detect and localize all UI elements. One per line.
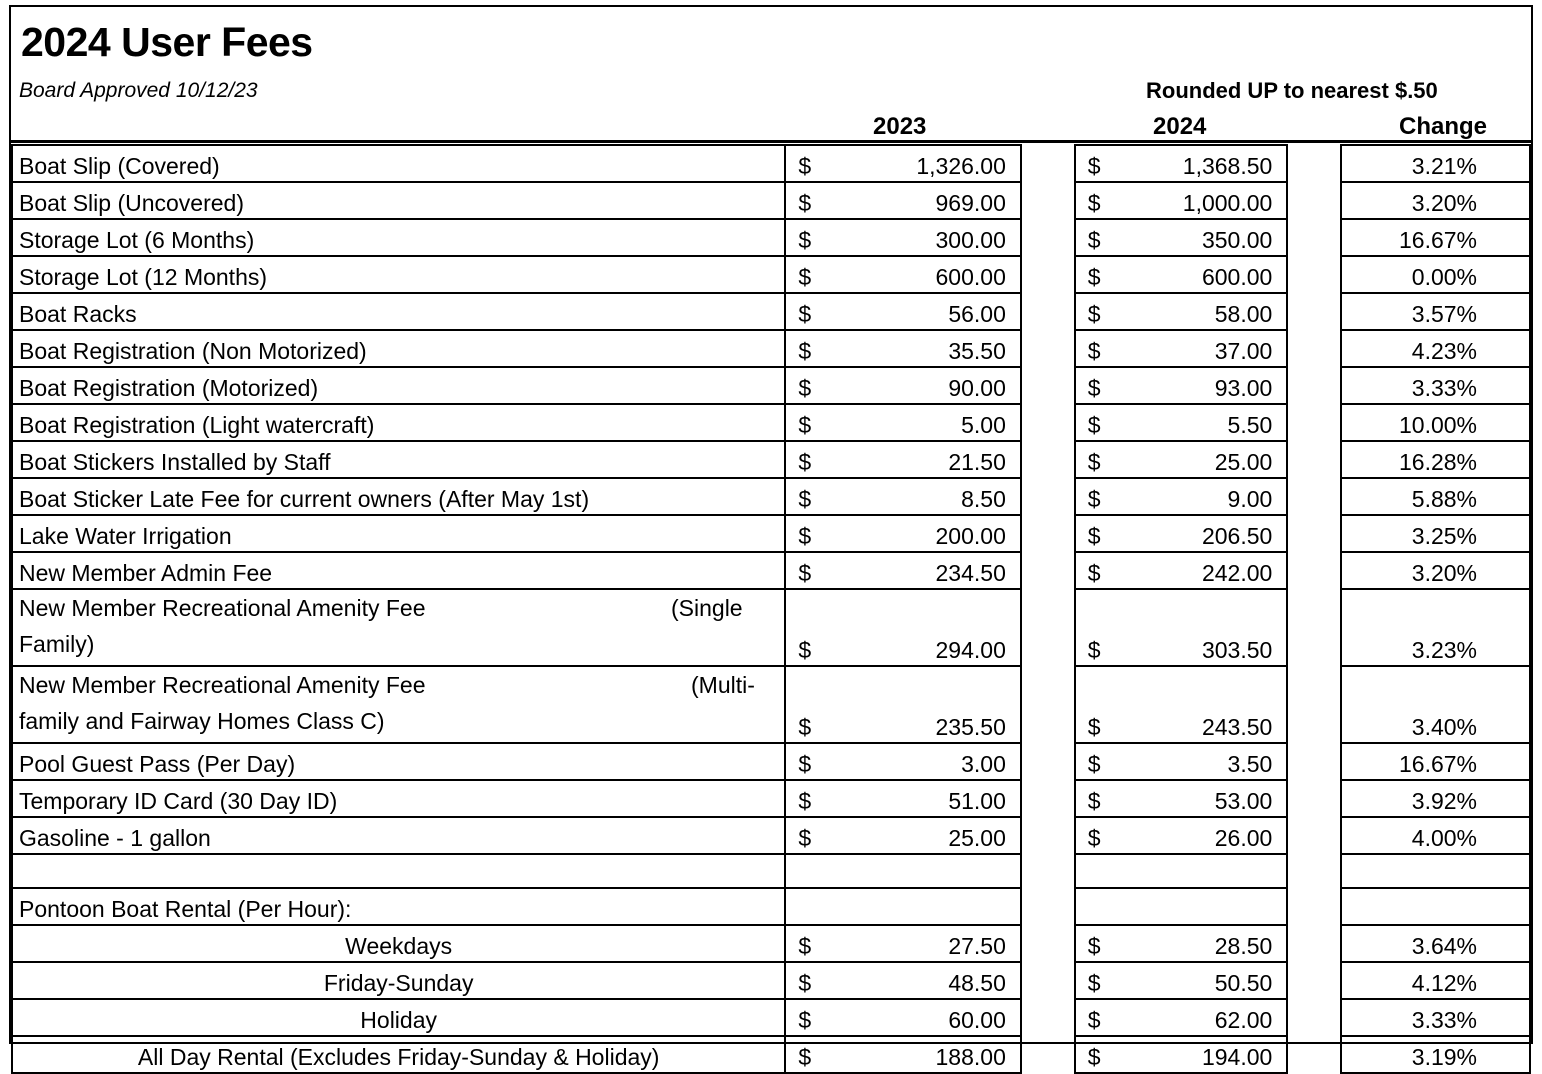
header-divider (11, 140, 1531, 143)
table-row (12, 552, 1530, 589)
column-header-change: Change (1399, 113, 1488, 140)
table-row (12, 256, 1530, 293)
column-gap (1287, 589, 1341, 666)
currency-symbol: $ (798, 227, 812, 253)
fee-label: Storage Lot (12 Months) (12, 256, 785, 293)
amount-value: 1,000.00 (1182, 190, 1273, 216)
fee-table (11, 144, 1531, 1074)
amount-value: 37.00 (1214, 338, 1273, 364)
amount-2024-cell (1075, 293, 1288, 330)
amount-value: 21.50 (948, 449, 1006, 475)
amount-value: 25.00 (1214, 449, 1273, 475)
column-gap (1021, 962, 1075, 999)
amount-value: 60.00 (948, 1007, 1006, 1033)
change-cell: 3.19% (1341, 1036, 1530, 1073)
amount-value: 200.00 (935, 523, 1006, 549)
currency-symbol: $ (798, 338, 812, 364)
amount-2024-cell (1075, 367, 1288, 404)
currency-symbol: $ (798, 1007, 812, 1033)
amount-2023-cell (785, 780, 1021, 817)
currency-symbol: $ (1087, 1007, 1101, 1033)
amount-value: 243.50 (1201, 714, 1273, 740)
currency-symbol: $ (798, 153, 812, 179)
currency-symbol: $ (1087, 153, 1101, 179)
empty-label-cell (12, 854, 785, 888)
change-cell: 4.00% (1341, 817, 1530, 854)
column-gap (1287, 145, 1341, 182)
currency-symbol: $ (1087, 227, 1101, 253)
fee-label: Boat Stickers Installed by Staff (12, 441, 785, 478)
fee-label: Boat Registration (Light watercraft) (12, 404, 785, 441)
column-gap (1021, 330, 1075, 367)
amount-value: 25.00 (948, 825, 1006, 851)
currency-symbol: $ (798, 486, 812, 512)
currency-symbol: $ (1087, 412, 1101, 438)
table-row (12, 478, 1530, 515)
empty-2024-cell (1075, 854, 1288, 888)
column-gap (1287, 743, 1341, 780)
column-gap (1021, 743, 1075, 780)
amount-value: 27.50 (948, 933, 1006, 959)
table-row (12, 962, 1530, 999)
column-gap (1021, 780, 1075, 817)
currency-symbol: $ (798, 1044, 812, 1070)
amount-value: 600.00 (1201, 264, 1273, 290)
amount-value: 9.00 (1227, 486, 1273, 512)
amount-2023-cell (785, 478, 1021, 515)
amount-2023-cell (785, 589, 1021, 666)
column-gap (1287, 404, 1341, 441)
amount-2023-cell (785, 367, 1021, 404)
amount-2023-cell (785, 666, 1021, 743)
change-cell: 3.57% (1341, 293, 1530, 330)
amount-value: 53.00 (1214, 788, 1273, 814)
fee-label (12, 589, 785, 666)
currency-symbol: $ (798, 523, 812, 549)
amount-2023-cell (785, 552, 1021, 589)
amount-value: 48.50 (948, 970, 1006, 996)
change-cell: 3.20% (1341, 552, 1530, 589)
currency-symbol: $ (798, 449, 812, 475)
amount-2024-cell (1075, 515, 1288, 552)
amount-2024-cell (1075, 589, 1288, 666)
currency-symbol: $ (798, 825, 812, 851)
currency-symbol: $ (1087, 788, 1101, 814)
currency-symbol: $ (798, 637, 812, 663)
change-cell: 3.20% (1341, 182, 1530, 219)
currency-symbol: $ (1087, 637, 1101, 663)
amount-2023-cell (785, 182, 1021, 219)
currency-symbol: $ (1087, 449, 1101, 475)
amount-value: 206.50 (1201, 523, 1273, 549)
amount-2024-cell (1075, 962, 1288, 999)
fee-label: Gasoline - 1 gallon (12, 817, 785, 854)
amount-2024-cell (1075, 219, 1288, 256)
column-gap (1021, 589, 1075, 666)
amount-value: 93.00 (1214, 375, 1273, 401)
column-gap (1021, 182, 1075, 219)
pontoon-heading-row (12, 888, 1530, 925)
change-cell: 16.67% (1341, 219, 1530, 256)
amount-2024-cell (1075, 478, 1288, 515)
currency-symbol: $ (798, 301, 812, 327)
table-row (12, 441, 1530, 478)
column-gap (1021, 1036, 1075, 1073)
column-gap (1287, 293, 1341, 330)
column-gap (1021, 925, 1075, 962)
amount-2023-cell (785, 925, 1021, 962)
amount-value: 600.00 (935, 264, 1006, 290)
change-cell: 3.21% (1341, 145, 1530, 182)
table-row (12, 999, 1530, 1036)
column-gap (1287, 552, 1341, 589)
amount-value: 8.50 (961, 486, 1006, 512)
amount-value: 242.00 (1201, 560, 1273, 586)
table-row (12, 780, 1530, 817)
column-gap (1287, 515, 1341, 552)
amount-value: 51.00 (948, 788, 1006, 814)
fee-label-line1-tail: (Multi- (691, 672, 755, 698)
blank-row (12, 854, 1530, 888)
currency-symbol: $ (1087, 486, 1101, 512)
amount-value: 90.00 (948, 375, 1006, 401)
amount-value: 26.00 (1214, 825, 1273, 851)
amount-2023-cell (785, 404, 1021, 441)
column-gap (1021, 367, 1075, 404)
fee-label (12, 666, 785, 743)
change-cell: 5.88% (1341, 478, 1530, 515)
amount-value: 350.00 (1201, 227, 1273, 253)
fee-label: Lake Water Irrigation (12, 515, 785, 552)
fee-label-line2: Family) (19, 631, 95, 657)
amount-2024-cell (1075, 817, 1288, 854)
change-cell: 3.92% (1341, 780, 1530, 817)
amount-value: 235.50 (935, 714, 1006, 740)
table-row (12, 182, 1530, 219)
table-row (12, 293, 1530, 330)
currency-symbol: $ (798, 560, 812, 586)
currency-symbol: $ (798, 375, 812, 401)
change-cell: 10.00% (1341, 404, 1530, 441)
pontoon-heading: Pontoon Boat Rental (Per Hour): (12, 888, 785, 925)
table-row (12, 330, 1530, 367)
page-title: 2024 User Fees (21, 19, 313, 65)
column-gap (1021, 817, 1075, 854)
currency-symbol: $ (798, 412, 812, 438)
amount-value: 303.50 (1201, 637, 1273, 663)
currency-symbol: $ (798, 190, 812, 216)
amount-value: 3.50 (1227, 751, 1273, 777)
column-gap (1287, 1036, 1341, 1073)
currency-symbol: $ (1087, 523, 1101, 549)
column-gap (1287, 962, 1341, 999)
currency-symbol: $ (798, 264, 812, 290)
fee-label: Boat Registration (Motorized) (12, 367, 785, 404)
currency-symbol: $ (798, 788, 812, 814)
amount-value: 300.00 (935, 227, 1006, 253)
column-gap (1021, 145, 1075, 182)
column-gap (1287, 854, 1341, 888)
change-cell: 16.67% (1341, 743, 1530, 780)
fee-sheet (9, 5, 1533, 1070)
change-cell: 0.00% (1341, 256, 1530, 293)
amount-2023-cell (785, 743, 1021, 780)
fee-label: Storage Lot (6 Months) (12, 219, 785, 256)
table-row (12, 743, 1530, 780)
column-gap (1021, 999, 1075, 1036)
amount-value: 1,326.00 (916, 153, 1006, 179)
amount-2024-cell (1075, 404, 1288, 441)
fee-label: Pool Guest Pass (Per Day) (12, 743, 785, 780)
amount-value: 5.00 (961, 412, 1006, 438)
fee-label: All Day Rental (Excludes Friday-Sunday & Holiday) (12, 1036, 785, 1073)
approval-subtitle: Board Approved 10/12/23 (19, 79, 258, 102)
column-gap (1287, 441, 1341, 478)
amount-2023-cell (785, 441, 1021, 478)
currency-symbol: $ (1087, 1044, 1101, 1070)
empty-change-cell (1341, 854, 1530, 888)
currency-symbol: $ (1087, 751, 1101, 777)
amount-2024-cell (1075, 552, 1288, 589)
currency-symbol: $ (1087, 825, 1101, 851)
table-row (12, 925, 1530, 962)
currency-symbol: $ (1087, 375, 1101, 401)
amount-value: 5.50 (1227, 412, 1273, 438)
fee-label-line1: New Member Recreational Amenity Fee (19, 595, 426, 621)
amount-value: 35.50 (948, 338, 1006, 364)
column-gap (1287, 999, 1341, 1036)
column-gap (1287, 888, 1341, 925)
rounding-note: Rounded UP to nearest $.50 (1146, 78, 1438, 103)
column-gap (1021, 256, 1075, 293)
currency-symbol: $ (1087, 264, 1101, 290)
change-cell: 3.40% (1341, 666, 1530, 743)
fee-label: Temporary ID Card (30 Day ID) (12, 780, 785, 817)
amount-2023-cell (785, 1036, 1021, 1073)
amount-2023-cell (785, 330, 1021, 367)
currency-symbol: $ (1087, 190, 1101, 216)
fee-label-line1: New Member Recreational Amenity Fee (19, 672, 426, 698)
column-header-2023: 2023 (873, 113, 927, 140)
currency-symbol: $ (1087, 970, 1101, 996)
column-gap (1287, 478, 1341, 515)
table-row (12, 1036, 1530, 1073)
currency-symbol: $ (1087, 714, 1101, 740)
amount-value: 1,368.50 (1182, 153, 1273, 179)
amount-2023-cell (785, 999, 1021, 1036)
fee-label: Weekdays (12, 925, 785, 962)
column-gap (1021, 515, 1075, 552)
table-row (12, 817, 1530, 854)
fee-label: Holiday (12, 999, 785, 1036)
table-row (12, 515, 1530, 552)
column-gap (1287, 780, 1341, 817)
table-row (12, 367, 1530, 404)
amount-value: 188.00 (935, 1044, 1006, 1070)
amount-value: 234.50 (935, 560, 1006, 586)
amount-2024-cell (1075, 780, 1288, 817)
empty-2023-cell (785, 888, 1021, 925)
amount-value: 50.50 (1214, 970, 1273, 996)
change-cell: 3.25% (1341, 515, 1530, 552)
fee-label: Boat Slip (Covered) (12, 145, 785, 182)
currency-symbol: $ (798, 970, 812, 996)
column-gap (1287, 666, 1341, 743)
column-gap (1287, 256, 1341, 293)
fee-label: Boat Racks (12, 293, 785, 330)
change-cell: 3.33% (1341, 367, 1530, 404)
amount-value: 62.00 (1214, 1007, 1273, 1033)
change-cell: 3.64% (1341, 925, 1530, 962)
amount-2024-cell (1075, 145, 1288, 182)
column-gap (1287, 817, 1341, 854)
currency-symbol: $ (1087, 933, 1101, 959)
amount-2024-cell (1075, 182, 1288, 219)
change-cell: 4.23% (1341, 330, 1530, 367)
table-row (12, 589, 1530, 666)
amount-2023-cell (785, 256, 1021, 293)
change-cell: 16.28% (1341, 441, 1530, 478)
fee-label: Friday-Sunday (12, 962, 785, 999)
column-gap (1021, 441, 1075, 478)
column-header-2024: 2024 (1153, 113, 1207, 140)
amount-value: 58.00 (1214, 301, 1273, 327)
column-gap (1287, 182, 1341, 219)
amount-2024-cell (1075, 256, 1288, 293)
amount-value: 969.00 (935, 190, 1006, 216)
amount-2024-cell (1075, 1036, 1288, 1073)
column-gap (1287, 367, 1341, 404)
amount-2024-cell (1075, 330, 1288, 367)
column-gap (1021, 404, 1075, 441)
change-cell: 3.33% (1341, 999, 1530, 1036)
amount-2024-cell (1075, 999, 1288, 1036)
fee-label-line1-tail: (Single (671, 595, 743, 621)
table-row (12, 145, 1530, 182)
amount-2023-cell (785, 962, 1021, 999)
amount-value: 194.00 (1201, 1044, 1273, 1070)
amount-value: 3.00 (961, 751, 1006, 777)
column-gap (1021, 293, 1075, 330)
amount-value: 294.00 (935, 637, 1006, 663)
currency-symbol: $ (1087, 301, 1101, 327)
currency-symbol: $ (798, 933, 812, 959)
fee-label: Boat Sticker Late Fee for current owners (After May 1st) (12, 478, 785, 515)
column-gap (1287, 330, 1341, 367)
column-gap (1287, 219, 1341, 256)
column-gap (1021, 666, 1075, 743)
change-cell: 3.23% (1341, 589, 1530, 666)
column-gap (1021, 854, 1075, 888)
column-gap (1021, 219, 1075, 256)
currency-symbol: $ (798, 751, 812, 777)
currency-symbol: $ (1087, 560, 1101, 586)
column-gap (1021, 888, 1075, 925)
fee-label: Boat Registration (Non Motorized) (12, 330, 785, 367)
table-row (12, 404, 1530, 441)
amount-2023-cell (785, 219, 1021, 256)
amount-2023-cell (785, 515, 1021, 552)
column-gap (1021, 552, 1075, 589)
empty-change-cell (1341, 888, 1530, 925)
amount-2023-cell (785, 145, 1021, 182)
empty-2024-cell (1075, 888, 1288, 925)
amount-2023-cell (785, 817, 1021, 854)
fee-label-line2: family and Fairway Homes Class C) (19, 708, 385, 734)
table-row (12, 666, 1530, 743)
empty-2023-cell (785, 854, 1021, 888)
amount-2023-cell (785, 293, 1021, 330)
table-row (12, 219, 1530, 256)
change-cell: 4.12% (1341, 962, 1530, 999)
currency-symbol: $ (798, 714, 812, 740)
amount-2024-cell (1075, 743, 1288, 780)
amount-value: 28.50 (1214, 933, 1273, 959)
column-gap (1287, 925, 1341, 962)
amount-value: 56.00 (948, 301, 1006, 327)
amount-2024-cell (1075, 925, 1288, 962)
column-gap (1021, 478, 1075, 515)
amount-2024-cell (1075, 666, 1288, 743)
fee-label: Boat Slip (Uncovered) (12, 182, 785, 219)
currency-symbol: $ (1087, 338, 1101, 364)
amount-2024-cell (1075, 441, 1288, 478)
fee-label: New Member Admin Fee (12, 552, 785, 589)
fee-table-body (12, 145, 1530, 1073)
